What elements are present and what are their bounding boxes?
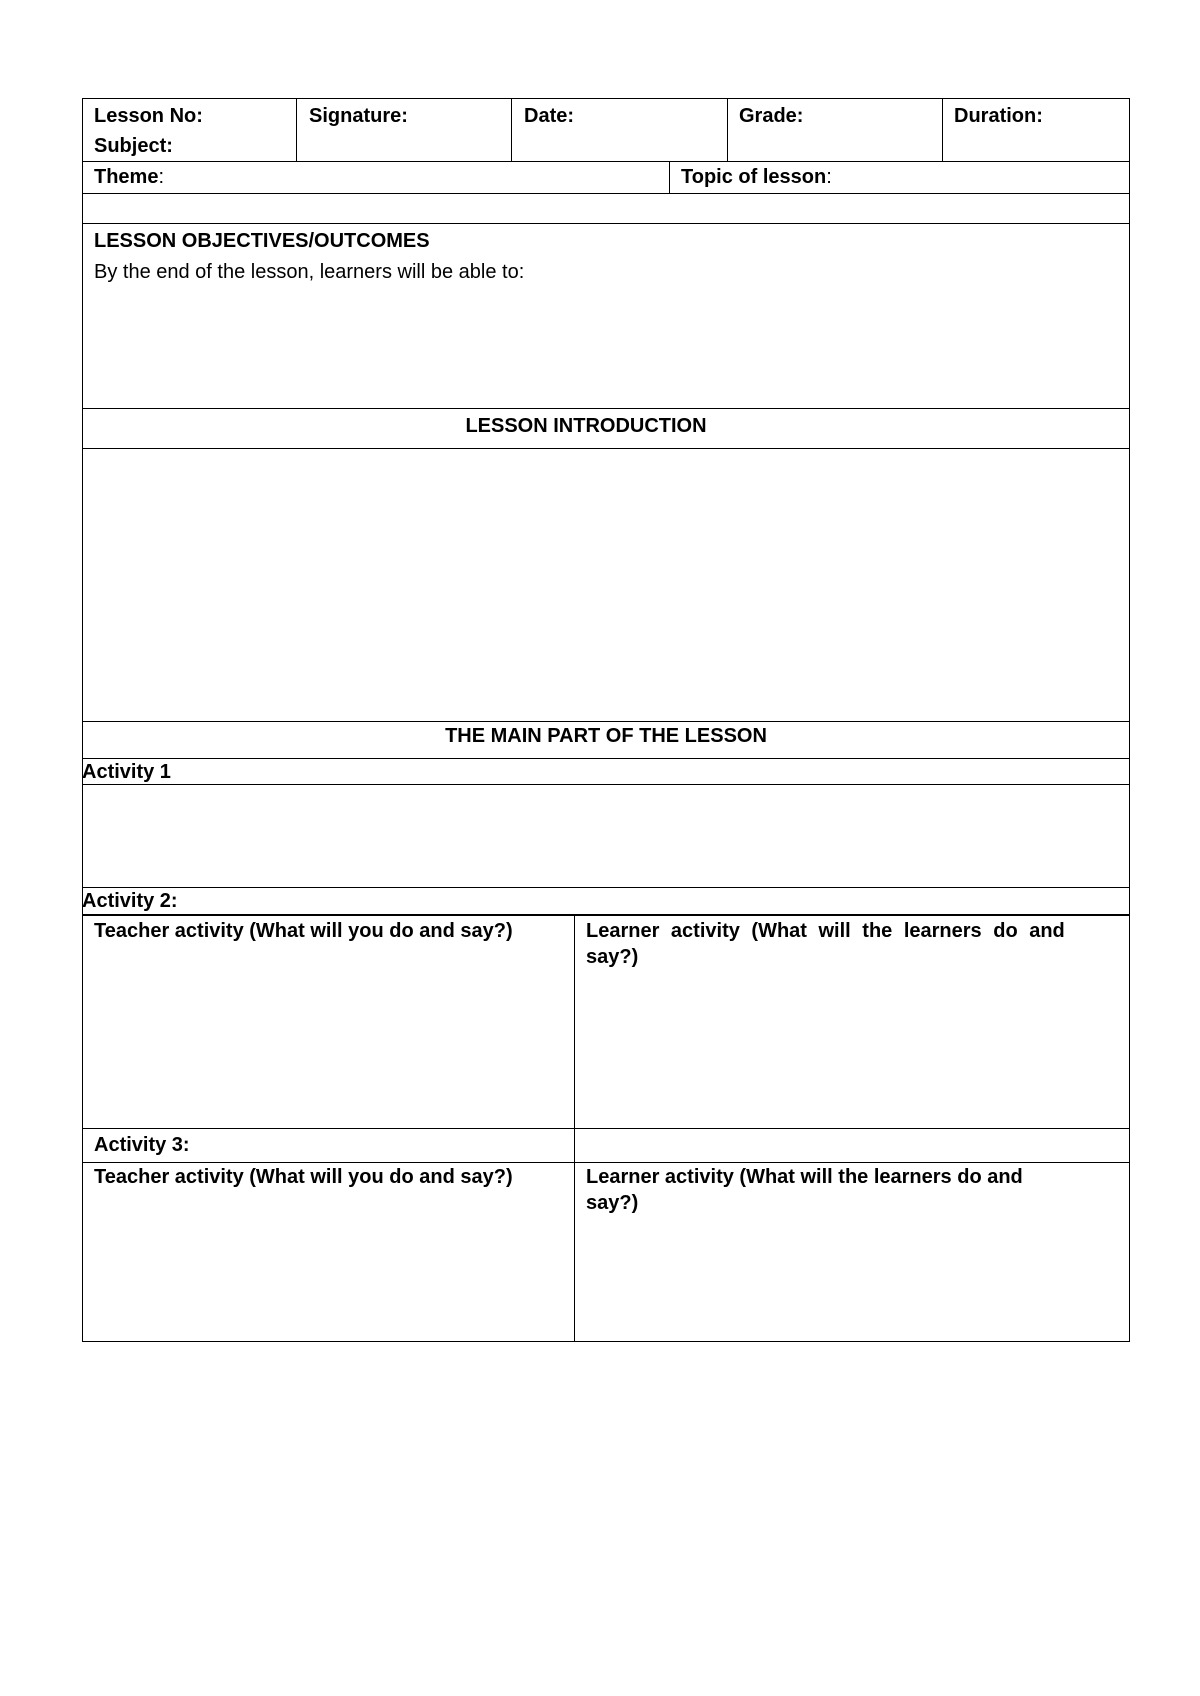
activity-2-label: Activity 2:	[82, 890, 178, 912]
column-divider	[942, 98, 943, 161]
theme-label-colon: :	[158, 166, 165, 188]
theme-label-text: Theme	[94, 166, 159, 188]
activity-1-label: Activity 1	[82, 761, 171, 783]
learner-activity-label-line1: Learner activity (What will the learners do and	[586, 920, 1065, 942]
objectives-heading: LESSON OBJECTIVES/OUTCOMES	[94, 230, 430, 252]
column-divider	[669, 161, 670, 193]
column-divider	[296, 98, 297, 161]
objectives-intro: By the end of the lesson, learners will be able to:	[94, 261, 525, 283]
row-divider	[82, 1128, 1130, 1129]
row-divider	[82, 193, 1130, 194]
topic-label-text: Topic of lesson	[681, 166, 827, 188]
signature-label: Signature:	[309, 105, 408, 127]
row-divider	[82, 758, 1130, 759]
main-part-heading: THE MAIN PART OF THE LESSON	[445, 725, 767, 747]
row-divider	[82, 223, 1130, 224]
row-divider	[82, 448, 1130, 449]
row-divider	[82, 161, 1130, 162]
column-divider	[511, 98, 512, 161]
introduction-heading: LESSON INTRODUCTION	[465, 415, 707, 437]
learner-activity-label-line2: say?)	[586, 946, 639, 968]
row-divider	[82, 887, 1130, 888]
learner-activity-label-line2: say?)	[586, 1192, 639, 1214]
date-label: Date:	[524, 105, 575, 127]
subject-label: Subject:	[94, 135, 173, 157]
learner-activity-label-line1: Learner activity (What will the learners do and	[586, 1166, 1023, 1188]
column-divider	[574, 914, 575, 1342]
column-divider	[727, 98, 728, 161]
activity-3-label: Activity 3:	[94, 1134, 190, 1156]
teacher-activity-label: Teacher activity (What will you do and say?)	[94, 920, 513, 942]
theme-label	[94, 163, 164, 191]
grade-label: Grade:	[739, 105, 804, 127]
lesson-no-label: Lesson No:	[94, 105, 203, 127]
row-divider	[82, 914, 1130, 916]
row-divider	[82, 408, 1130, 409]
topic-label-colon: :	[826, 166, 832, 188]
row-divider	[82, 784, 1130, 785]
duration-label: Duration:	[954, 105, 1043, 127]
teacher-activity-label: Teacher activity (What will you do and say?)	[94, 1166, 513, 1188]
topic-of-lesson-label	[681, 163, 832, 191]
